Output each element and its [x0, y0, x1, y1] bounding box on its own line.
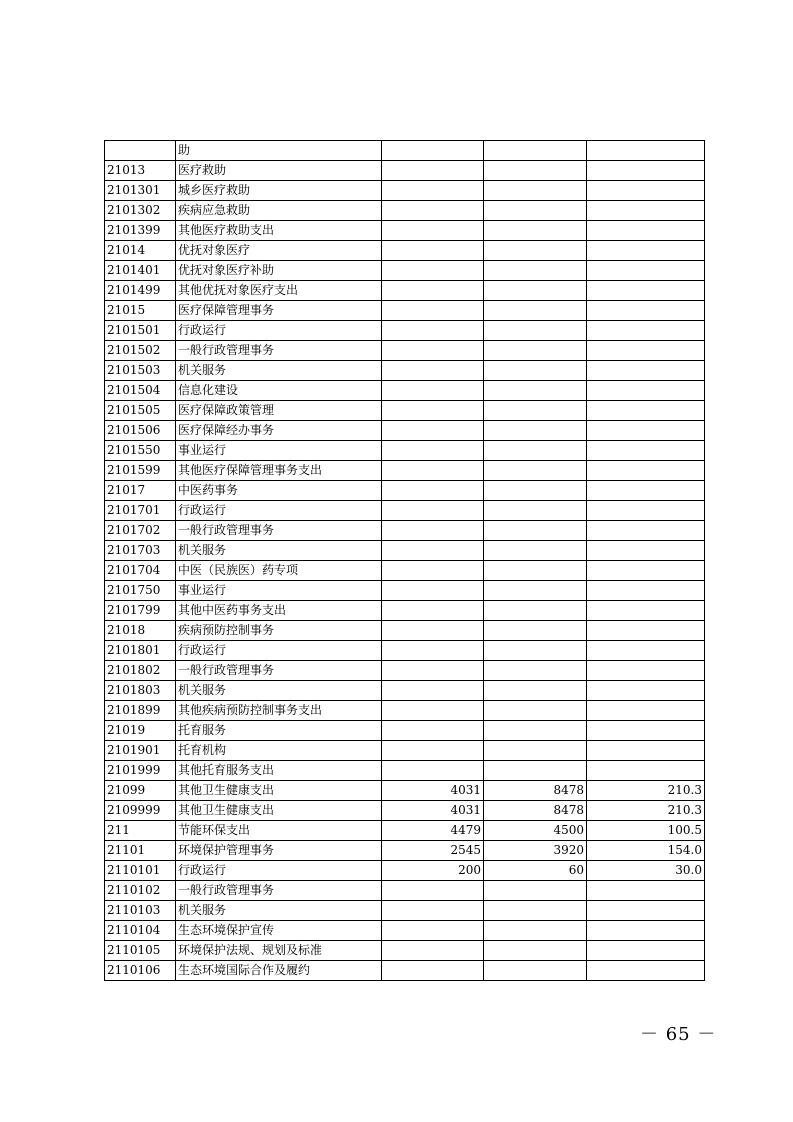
- table-row: [105, 321, 705, 341]
- subject-code-cell: 2110105: [105, 941, 176, 961]
- value-cell-3: [587, 381, 705, 401]
- value-cell-3: [587, 501, 705, 521]
- table-row: [105, 461, 705, 481]
- value-cell-3: 210.3: [587, 781, 705, 801]
- subject-name-cell: 中医（民族医）药专项: [176, 561, 382, 581]
- value-cell-1: 4479: [382, 821, 484, 841]
- table-row: [105, 821, 705, 841]
- subject-code-cell: 2101401: [105, 261, 176, 281]
- subject-name-cell: 行政运行: [176, 641, 382, 661]
- subject-code-cell: 21013: [105, 161, 176, 181]
- table-row: [105, 641, 705, 661]
- subject-name-cell: 行政运行: [176, 321, 382, 341]
- value-cell-1: 200: [382, 861, 484, 881]
- value-cell-1: [382, 961, 484, 981]
- value-cell-1: [382, 761, 484, 781]
- subject-code-cell: 21015: [105, 301, 176, 321]
- value-cell-2: [484, 661, 587, 681]
- value-cell-1: [382, 221, 484, 241]
- value-cell-1: [382, 141, 484, 161]
- subject-name-cell: 城乡医疗救助: [176, 181, 382, 201]
- value-cell-2: [484, 481, 587, 501]
- value-cell-1: [382, 281, 484, 301]
- value-cell-2: 8478: [484, 781, 587, 801]
- subject-code-cell: 2101506: [105, 421, 176, 441]
- table-row: [105, 701, 705, 721]
- subject-code-cell: 21014: [105, 241, 176, 261]
- value-cell-2: [484, 201, 587, 221]
- value-cell-3: [587, 481, 705, 501]
- table-row: [105, 481, 705, 501]
- subject-name-cell: 节能环保支出: [176, 821, 382, 841]
- value-cell-3: [587, 421, 705, 441]
- subject-code-cell: 2101550: [105, 441, 176, 461]
- subject-name-cell: 生态环境保护宣传: [176, 921, 382, 941]
- value-cell-1: [382, 561, 484, 581]
- value-cell-3: [587, 161, 705, 181]
- budget-table-body: [105, 141, 705, 981]
- table-row: [105, 401, 705, 421]
- value-cell-3: [587, 321, 705, 341]
- subject-name-cell: 其他医疗救助支出: [176, 221, 382, 241]
- subject-code-cell: 2101901: [105, 741, 176, 761]
- value-cell-2: [484, 221, 587, 241]
- table-row: [105, 861, 705, 881]
- value-cell-3: [587, 961, 705, 981]
- subject-name-cell: 其他托育服务支出: [176, 761, 382, 781]
- table-row: [105, 841, 705, 861]
- value-cell-3: [587, 941, 705, 961]
- value-cell-1: [382, 601, 484, 621]
- subject-name-cell: 医疗救助: [176, 161, 382, 181]
- value-cell-2: [484, 741, 587, 761]
- value-cell-1: [382, 161, 484, 181]
- value-cell-3: [587, 761, 705, 781]
- value-cell-1: [382, 921, 484, 941]
- value-cell-2: [484, 681, 587, 701]
- value-cell-3: [587, 641, 705, 661]
- value-cell-3: 30.0: [587, 861, 705, 881]
- subject-code-cell: 2101701: [105, 501, 176, 521]
- value-cell-1: [382, 401, 484, 421]
- value-cell-2: [484, 881, 587, 901]
- value-cell-2: [484, 941, 587, 961]
- subject-name-cell: 医疗保障管理事务: [176, 301, 382, 321]
- subject-name-cell: 一般行政管理事务: [176, 521, 382, 541]
- value-cell-3: [587, 521, 705, 541]
- subject-name-cell: 其他卫生健康支出: [176, 781, 382, 801]
- value-cell-1: [382, 421, 484, 441]
- table-row: [105, 281, 705, 301]
- value-cell-2: [484, 241, 587, 261]
- subject-name-cell: 机关服务: [176, 361, 382, 381]
- subject-name-cell: 行政运行: [176, 501, 382, 521]
- value-cell-3: [587, 341, 705, 361]
- table-row: [105, 741, 705, 761]
- table-row: [105, 141, 705, 161]
- value-cell-3: [587, 261, 705, 281]
- subject-code-cell: 2101505: [105, 401, 176, 421]
- value-cell-1: [382, 261, 484, 281]
- subject-name-cell: 信息化建设: [176, 381, 382, 401]
- value-cell-1: [382, 201, 484, 221]
- value-cell-2: [484, 401, 587, 421]
- subject-name-cell: 医疗保障政策管理: [176, 401, 382, 421]
- value-cell-2: [484, 901, 587, 921]
- value-cell-1: [382, 301, 484, 321]
- subject-name-cell: 一般行政管理事务: [176, 881, 382, 901]
- subject-name-cell: 优抚对象医疗: [176, 241, 382, 261]
- value-cell-3: [587, 301, 705, 321]
- subject-name-cell: 事业运行: [176, 581, 382, 601]
- subject-name-cell: 环境保护管理事务: [176, 841, 382, 861]
- value-cell-3: [587, 281, 705, 301]
- table-row: [105, 161, 705, 181]
- subject-code-cell: 2101502: [105, 341, 176, 361]
- value-cell-1: [382, 441, 484, 461]
- subject-code-cell: 2101503: [105, 361, 176, 381]
- value-cell-1: [382, 461, 484, 481]
- subject-name-cell: 机关服务: [176, 901, 382, 921]
- value-cell-2: [484, 581, 587, 601]
- budget-table: [104, 140, 705, 981]
- value-cell-2: [484, 621, 587, 641]
- value-cell-3: [587, 721, 705, 741]
- page-number: － 65 －: [640, 1024, 717, 1045]
- value-cell-2: [484, 141, 587, 161]
- subject-code-cell: 2110103: [105, 901, 176, 921]
- value-cell-3: 154.0: [587, 841, 705, 861]
- value-cell-3: [587, 141, 705, 161]
- table-row: [105, 801, 705, 821]
- value-cell-2: [484, 761, 587, 781]
- value-cell-2: [484, 721, 587, 741]
- subject-name-cell: 其他疾病预防控制事务支出: [176, 701, 382, 721]
- value-cell-1: [382, 741, 484, 761]
- table-row: [105, 381, 705, 401]
- value-cell-2: [484, 641, 587, 661]
- value-cell-2: [484, 501, 587, 521]
- subject-code-cell: 2101704: [105, 561, 176, 581]
- subject-code-cell: 2101999: [105, 761, 176, 781]
- value-cell-1: [382, 581, 484, 601]
- table-row: [105, 361, 705, 381]
- value-cell-1: [382, 521, 484, 541]
- table-row: [105, 601, 705, 621]
- value-cell-3: [587, 181, 705, 201]
- value-cell-2: [484, 541, 587, 561]
- subject-code-cell: 211: [105, 821, 176, 841]
- value-cell-2: [484, 181, 587, 201]
- value-cell-2: [484, 521, 587, 541]
- value-cell-2: [484, 961, 587, 981]
- value-cell-2: 4500: [484, 821, 587, 841]
- table-row: [105, 541, 705, 561]
- value-cell-1: 4031: [382, 801, 484, 821]
- value-cell-1: [382, 361, 484, 381]
- subject-name-cell: 托育机构: [176, 741, 382, 761]
- value-cell-2: [484, 261, 587, 281]
- table-row: [105, 621, 705, 641]
- value-cell-1: [382, 901, 484, 921]
- table-row: [105, 881, 705, 901]
- subject-code-cell: 2110101: [105, 861, 176, 881]
- table-row: [105, 501, 705, 521]
- subject-code-cell: 2101302: [105, 201, 176, 221]
- value-cell-2: [484, 281, 587, 301]
- value-cell-3: 100.5: [587, 821, 705, 841]
- value-cell-2: [484, 321, 587, 341]
- value-cell-2: [484, 301, 587, 321]
- subject-code-cell: 2101501: [105, 321, 176, 341]
- value-cell-1: [382, 941, 484, 961]
- table-row: [105, 241, 705, 261]
- value-cell-1: [382, 641, 484, 661]
- table-row: [105, 961, 705, 981]
- subject-name-cell: 其他优抚对象医疗支出: [176, 281, 382, 301]
- value-cell-3: [587, 621, 705, 641]
- value-cell-2: [484, 161, 587, 181]
- subject-code-cell: 21019: [105, 721, 176, 741]
- subject-code-cell: 21018: [105, 621, 176, 641]
- subject-code-cell: 2101399: [105, 221, 176, 241]
- table-row: [105, 661, 705, 681]
- subject-name-cell: 托育服务: [176, 721, 382, 741]
- subject-name-cell: 一般行政管理事务: [176, 661, 382, 681]
- value-cell-2: [484, 701, 587, 721]
- table-row: [105, 561, 705, 581]
- subject-name-cell: 其他卫生健康支出: [176, 801, 382, 821]
- subject-code-cell: 2101599: [105, 461, 176, 481]
- value-cell-1: [382, 381, 484, 401]
- value-cell-3: [587, 361, 705, 381]
- subject-code-cell: 21099: [105, 781, 176, 801]
- value-cell-3: [587, 561, 705, 581]
- value-cell-2: 8478: [484, 801, 587, 821]
- value-cell-3: [587, 741, 705, 761]
- value-cell-1: [382, 721, 484, 741]
- subject-code-cell: 2110102: [105, 881, 176, 901]
- table-row: [105, 681, 705, 701]
- subject-code-cell: 2101899: [105, 701, 176, 721]
- value-cell-2: [484, 341, 587, 361]
- table-row: [105, 761, 705, 781]
- value-cell-1: [382, 541, 484, 561]
- subject-name-cell: 疾病预防控制事务: [176, 621, 382, 641]
- value-cell-1: [382, 661, 484, 681]
- value-cell-2: [484, 421, 587, 441]
- table-row: [105, 521, 705, 541]
- subject-code-cell: 21017: [105, 481, 176, 501]
- value-cell-3: [587, 581, 705, 601]
- value-cell-3: [587, 241, 705, 261]
- subject-name-cell: 疾病应急救助: [176, 201, 382, 221]
- value-cell-2: [484, 561, 587, 581]
- table-row: [105, 941, 705, 961]
- value-cell-3: 210.3: [587, 801, 705, 821]
- value-cell-1: [382, 701, 484, 721]
- value-cell-3: [587, 541, 705, 561]
- subject-name-cell: 一般行政管理事务: [176, 341, 382, 361]
- value-cell-1: 2545: [382, 841, 484, 861]
- subject-code-cell: 2101504: [105, 381, 176, 401]
- subject-code-cell: 2109999: [105, 801, 176, 821]
- value-cell-3: [587, 401, 705, 421]
- subject-code-cell: 2110106: [105, 961, 176, 981]
- table-row: [105, 221, 705, 241]
- subject-name-cell: 助: [176, 141, 382, 161]
- value-cell-3: [587, 461, 705, 481]
- table-row: [105, 201, 705, 221]
- value-cell-2: [484, 361, 587, 381]
- subject-code-cell: 2101703: [105, 541, 176, 561]
- value-cell-2: [484, 601, 587, 621]
- table-row: [105, 441, 705, 461]
- value-cell-3: [587, 881, 705, 901]
- subject-code-cell: 2101702: [105, 521, 176, 541]
- value-cell-2: [484, 921, 587, 941]
- subject-name-cell: 机关服务: [176, 681, 382, 701]
- value-cell-1: [382, 481, 484, 501]
- table-row: [105, 261, 705, 281]
- subject-name-cell: 中医药事务: [176, 481, 382, 501]
- subject-code-cell: 2101499: [105, 281, 176, 301]
- table-row: [105, 781, 705, 801]
- subject-name-cell: 生态环境国际合作及履约: [176, 961, 382, 981]
- value-cell-1: [382, 181, 484, 201]
- subject-code-cell: 2101301: [105, 181, 176, 201]
- subject-code-cell: 2101803: [105, 681, 176, 701]
- table-row: [105, 341, 705, 361]
- value-cell-1: [382, 241, 484, 261]
- subject-name-cell: 医疗保障经办事务: [176, 421, 382, 441]
- value-cell-3: [587, 901, 705, 921]
- value-cell-2: 60: [484, 861, 587, 881]
- subject-code-cell: [105, 141, 176, 161]
- value-cell-2: 3920: [484, 841, 587, 861]
- subject-code-cell: 2101801: [105, 641, 176, 661]
- value-cell-2: [484, 441, 587, 461]
- table-row: [105, 301, 705, 321]
- table-row: [105, 721, 705, 741]
- value-cell-3: [587, 441, 705, 461]
- value-cell-2: [484, 461, 587, 481]
- value-cell-3: [587, 221, 705, 241]
- value-cell-1: [382, 681, 484, 701]
- subject-name-cell: 其他医疗保障管理事务支出: [176, 461, 382, 481]
- subject-name-cell: 行政运行: [176, 861, 382, 881]
- value-cell-3: [587, 201, 705, 221]
- subject-code-cell: 2110104: [105, 921, 176, 941]
- value-cell-3: [587, 701, 705, 721]
- value-cell-1: [382, 621, 484, 641]
- value-cell-1: [382, 321, 484, 341]
- subject-code-cell: 21101: [105, 841, 176, 861]
- subject-code-cell: 2101750: [105, 581, 176, 601]
- value-cell-3: [587, 921, 705, 941]
- value-cell-1: [382, 501, 484, 521]
- subject-name-cell: 事业运行: [176, 441, 382, 461]
- subject-code-cell: 2101799: [105, 601, 176, 621]
- table-row: [105, 921, 705, 941]
- table-row: [105, 181, 705, 201]
- value-cell-1: [382, 881, 484, 901]
- value-cell-2: [484, 381, 587, 401]
- value-cell-1: [382, 341, 484, 361]
- value-cell-3: [587, 661, 705, 681]
- value-cell-3: [587, 681, 705, 701]
- table-row: [105, 421, 705, 441]
- value-cell-3: [587, 601, 705, 621]
- subject-code-cell: 2101802: [105, 661, 176, 681]
- subject-name-cell: 优抚对象医疗补助: [176, 261, 382, 281]
- subject-name-cell: 其他中医药事务支出: [176, 601, 382, 621]
- subject-name-cell: 环境保护法规、规划及标准: [176, 941, 382, 961]
- table-row: [105, 581, 705, 601]
- table-row: [105, 901, 705, 921]
- subject-name-cell: 机关服务: [176, 541, 382, 561]
- value-cell-1: 4031: [382, 781, 484, 801]
